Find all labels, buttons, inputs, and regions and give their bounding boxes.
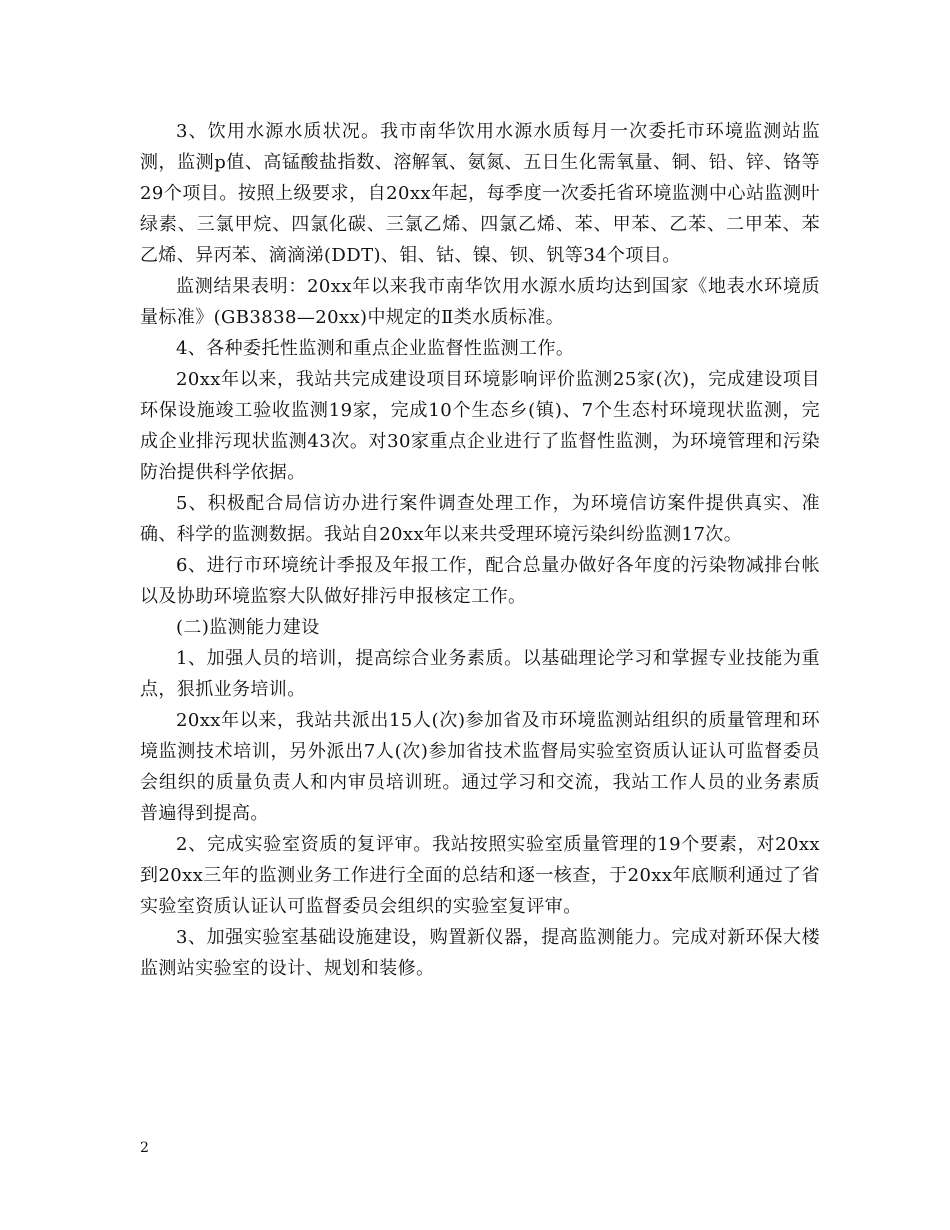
paragraph-monitoring-results: 监测结果表明：20xx年以来我市南华饮用水源水质均达到国家《地表水环境质量标准》(GB3838—20xx)中规定的Ⅱ类水质标准。 [140,276,820,328]
paragraph-drinking-water-quality: 3、饮用水源水质状况。我市南华饮用水源水质每月一次委托市环境监测站监测，监测p值、高锰酸盐指数、溶解氧、氨氮、五日生化需氧量、铜、铅、锌、铬等29个项目。按照上级要求，自20xx年起，每季度一次委托省环境监测中心站监测叶绿素、三氯甲烷、四氯化碳、三氯乙烯、四氯乙烯、苯、甲苯、乙苯、二甲苯、苯乙烯、异丙苯、滴滴涕(DDT)、钼、钴、镍、钡、钒等34个项目。 [140,121,820,266]
paragraph-entrusted-monitoring-heading: 4、各种委托性监测和重点企业监督性监测工作。 [176,338,575,359]
section-heading-capacity-building: (二)监测能力建设 [176,617,320,638]
page-number: 2 [140,1140,149,1156]
paragraph-petition-cases: 5、积极配合局信访办进行案件调查处理工作，为环境信访案件提供真实、准确、科学的监测数据。我站自20xx年以来共受理环境污染纠纷监测17次。 [140,493,820,545]
document-body [140,116,820,984]
paragraph-training-detail: 20xx年以来，我站共派出15人(次)参加省及市环境监测站组织的质量管理和环境监测技术培训，另外派出7人(次)参加省技术监督局实验室资质认证认可监督委员会组织的质量负责人和内审员培训班。通过学习和交流，我站工作人员的业务素质普遍得到提高。 [140,710,820,824]
paragraph-statistics-reports: 6、进行市环境统计季报及年报工作，配合总量办做好各年度的污染物减排台帐以及协助环境监察大队做好排污申报核定工作。 [140,555,820,607]
paragraph-staff-training: 1、加强人员的培训，提高综合业务素质。以基础理论学习和掌握专业技能为重点，狠抓业务培训。 [140,648,820,700]
paragraph-entrusted-monitoring-detail: 20xx年以来，我站共完成建设项目环境影响评价监测25家(次)，完成建设项目环保设施竣工验收监测19家，完成10个生态乡(镇)、7个生态村环境现状监测，完成企业排污现状监测43次。对30家重点企业进行了监督性监测，为环境管理和污染防治提供科学依据。 [140,369,820,483]
paragraph-lab-re-evaluation: 2、完成实验室资质的复评审。我站按照实验室质量管理的19个要素，对20xx到20xx三年的监测业务工作进行全面的总结和逐一核查，于20xx年底顺利通过了省实验室资质认证认可监督委员会组织的实验室复评审。 [140,834,820,917]
paragraph-lab-infrastructure: 3、加强实验室基础设施建设，购置新仪器，提高监测能力。完成对新环保大楼监测站实验室的设计、规划和装修。 [140,927,820,979]
